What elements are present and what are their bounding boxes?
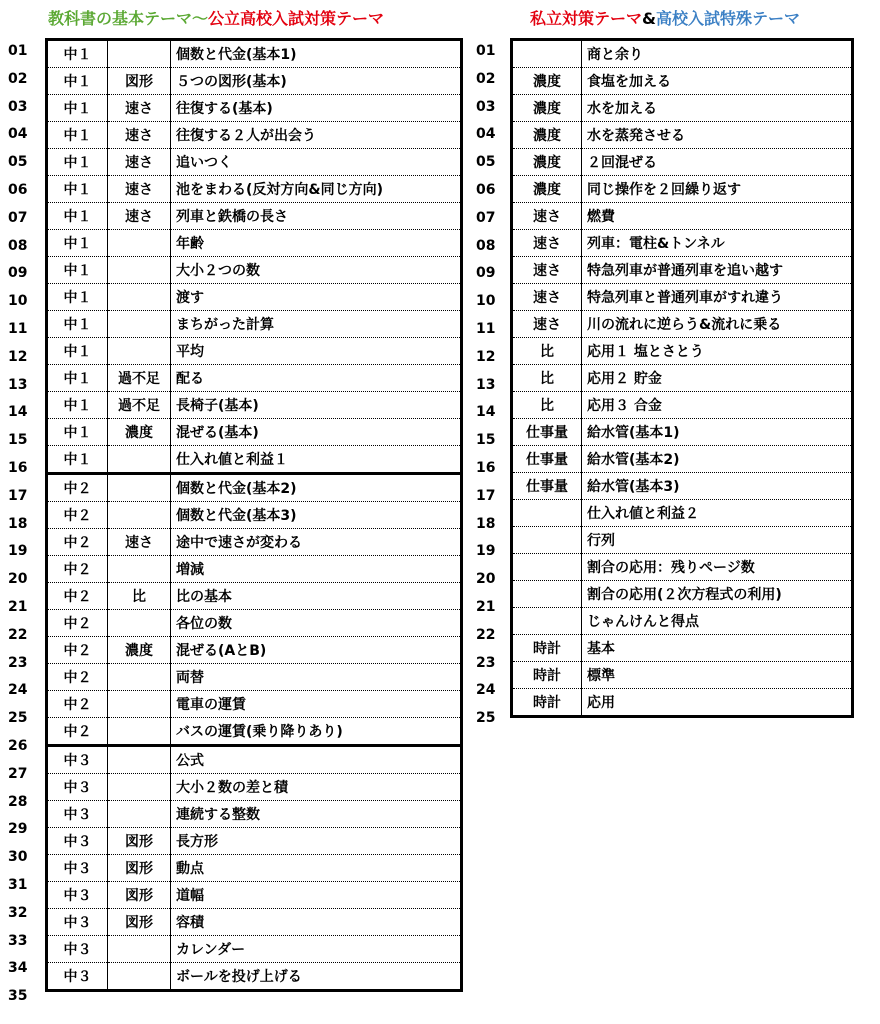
table-row <box>47 828 462 855</box>
category-cell: 図形 <box>108 882 171 909</box>
grade-cell: 中２ <box>47 691 108 718</box>
row-number: 34 <box>8 960 28 977</box>
category-cell <box>108 230 171 257</box>
row-number: 27 <box>8 765 28 782</box>
grade-cell: 中２ <box>47 664 108 691</box>
topic-cell: 個数と代金(基本1) <box>171 40 462 68</box>
grade-cell: 中２ <box>47 474 108 502</box>
row-number: 25 <box>476 710 496 727</box>
grade-cell: 中３ <box>47 882 108 909</box>
left-section-title <box>48 6 384 29</box>
category-cell: 速さ <box>512 257 582 284</box>
category-cell: 比 <box>512 365 582 392</box>
grade-cell: 中１ <box>47 419 108 446</box>
topic-cell: 給水管(基本2) <box>582 446 853 473</box>
category-cell <box>512 554 582 581</box>
category-cell: 仕事量 <box>512 419 582 446</box>
table-row <box>47 746 462 774</box>
row-number: 30 <box>8 849 28 866</box>
topic-cell: 給水管(基本3) <box>582 473 853 500</box>
table-row <box>47 230 462 257</box>
row-number: 29 <box>8 821 28 838</box>
category-cell: 仕事量 <box>512 473 582 500</box>
row-number: 04 <box>8 126 28 143</box>
category-cell: 図形 <box>108 855 171 882</box>
category-cell: 速さ <box>108 122 171 149</box>
category-cell <box>108 936 171 963</box>
left-row-numbers <box>8 38 27 1011</box>
topic-cell: 個数と代金(基本3) <box>171 502 462 529</box>
category-cell: 比 <box>108 583 171 610</box>
grade-cell: 中３ <box>47 936 108 963</box>
topic-cell: 追いつく <box>171 149 462 176</box>
category-cell <box>108 40 171 68</box>
grade-cell: 中２ <box>47 556 108 583</box>
grade-cell: 中２ <box>47 502 108 529</box>
row-number: 15 <box>8 432 28 449</box>
table-row <box>47 365 462 392</box>
category-cell: 時計 <box>512 662 582 689</box>
topic-cell: 標準 <box>582 662 853 689</box>
topic-cell: 容積 <box>171 909 462 936</box>
table-row <box>47 882 462 909</box>
grade-cell: 中２ <box>47 583 108 610</box>
topic-cell: 特急列車と普通列車がすれ違う <box>582 284 853 311</box>
grade-cell: 中１ <box>47 284 108 311</box>
grade-cell: 中１ <box>47 203 108 230</box>
category-cell: 濃度 <box>512 122 582 149</box>
category-cell <box>108 502 171 529</box>
table-row <box>512 581 853 608</box>
topic-cell: 割合の応用：残りページ数 <box>582 554 853 581</box>
row-number: 22 <box>476 626 496 643</box>
row-number: 15 <box>476 432 496 449</box>
table-row <box>512 392 853 419</box>
row-number: 19 <box>476 543 496 560</box>
topic-cell: 応用１ 塩とさとう <box>582 338 853 365</box>
topic-cell: 往復する２人が出会う <box>171 122 462 149</box>
category-cell: 速さ <box>512 230 582 257</box>
table-row <box>512 203 853 230</box>
category-cell <box>512 527 582 554</box>
table-row <box>512 40 853 68</box>
table-row <box>512 68 853 95</box>
row-number: 01 <box>476 43 496 59</box>
topic-cell: 大小２つの数 <box>171 257 462 284</box>
table-row <box>47 502 462 529</box>
table-row <box>512 527 853 554</box>
row-number: 28 <box>8 793 28 810</box>
category-cell <box>108 446 171 474</box>
category-cell: 過不足 <box>108 365 171 392</box>
grade-cell: 中１ <box>47 176 108 203</box>
category-cell: 濃度 <box>108 419 171 446</box>
table-row <box>47 909 462 936</box>
table-row <box>47 95 462 122</box>
row-number: 02 <box>8 70 28 87</box>
table-row <box>47 284 462 311</box>
table-row <box>512 446 853 473</box>
table-row <box>47 963 462 991</box>
grade-cell: 中３ <box>47 828 108 855</box>
topic-cell: 配る <box>171 365 462 392</box>
right-theme-table <box>510 38 854 718</box>
row-number: 23 <box>476 654 496 671</box>
topic-cell: バスの運賃(乗り降りあり) <box>171 718 462 746</box>
topic-cell: まちがった計算 <box>171 311 462 338</box>
table-row <box>512 311 853 338</box>
category-cell: 速さ <box>108 149 171 176</box>
table-row <box>512 284 853 311</box>
title-ampersand: & <box>642 9 656 28</box>
topic-cell: 渡す <box>171 284 462 311</box>
table-row <box>47 664 462 691</box>
category-cell <box>512 500 582 527</box>
category-cell <box>512 581 582 608</box>
category-cell: 速さ <box>512 311 582 338</box>
category-cell <box>108 284 171 311</box>
row-number: 20 <box>476 571 496 588</box>
grade-cell: 中１ <box>47 40 108 68</box>
topic-cell: 特急列車が普通列車を追い越す <box>582 257 853 284</box>
table-row <box>512 419 853 446</box>
table-row <box>47 474 462 502</box>
grade-cell: 中２ <box>47 718 108 746</box>
table-row <box>47 311 462 338</box>
row-number: 03 <box>476 98 496 115</box>
row-number: 04 <box>476 126 496 143</box>
row-number: 16 <box>476 459 496 476</box>
topic-cell: 連続する整数 <box>171 801 462 828</box>
topic-cell: じゃんけんと得点 <box>582 608 853 635</box>
category-cell <box>108 746 171 774</box>
category-cell: 速さ <box>108 176 171 203</box>
category-cell: 仕事量 <box>512 446 582 473</box>
grade-cell: 中１ <box>47 230 108 257</box>
table-row <box>47 392 462 419</box>
grade-cell: 中１ <box>47 365 108 392</box>
table-row <box>47 68 462 95</box>
topic-cell: ボールを投げ上げる <box>171 963 462 991</box>
category-cell <box>108 664 171 691</box>
row-number: 10 <box>8 293 28 310</box>
grade-cell: 中３ <box>47 855 108 882</box>
topic-cell: 基本 <box>582 635 853 662</box>
topic-cell: 行列 <box>582 527 853 554</box>
category-cell <box>108 610 171 637</box>
topic-cell: 大小２数の差と積 <box>171 774 462 801</box>
topic-cell: ５つの図形(基本) <box>171 68 462 95</box>
category-cell <box>108 691 171 718</box>
grade-cell: 中３ <box>47 746 108 774</box>
category-cell <box>108 774 171 801</box>
row-number: 07 <box>476 209 496 226</box>
category-cell: 速さ <box>512 203 582 230</box>
row-number: 13 <box>8 376 28 393</box>
topic-cell: 増減 <box>171 556 462 583</box>
row-number: 08 <box>8 237 28 254</box>
row-number: 24 <box>476 682 496 699</box>
category-cell: 時計 <box>512 689 582 717</box>
table-row <box>512 473 853 500</box>
row-number: 08 <box>476 237 496 254</box>
row-number: 14 <box>476 404 496 421</box>
category-cell <box>512 608 582 635</box>
category-cell: 濃度 <box>512 176 582 203</box>
table-row <box>47 774 462 801</box>
row-number: 09 <box>8 265 28 282</box>
row-number: 05 <box>476 154 496 171</box>
table-row <box>47 936 462 963</box>
grade-cell: 中３ <box>47 801 108 828</box>
row-number: 12 <box>8 348 28 365</box>
grade-cell: 中１ <box>47 68 108 95</box>
topic-cell: 応用３ 合金 <box>582 392 853 419</box>
table-row <box>47 718 462 746</box>
row-number: 17 <box>476 487 496 504</box>
grade-cell: 中１ <box>47 257 108 284</box>
topic-cell: 応用 <box>582 689 853 717</box>
table-row <box>47 257 462 284</box>
table-row <box>512 338 853 365</box>
category-cell <box>108 963 171 991</box>
table-row <box>47 583 462 610</box>
row-number: 23 <box>8 654 28 671</box>
topic-cell: 川の流れに逆らう&流れに乗る <box>582 311 853 338</box>
topic-cell: 列車と鉄橋の長さ <box>171 203 462 230</box>
category-cell <box>108 311 171 338</box>
grade-cell: 中２ <box>47 610 108 637</box>
table-row <box>47 419 462 446</box>
category-cell: 速さ <box>108 95 171 122</box>
row-number: 03 <box>8 98 28 115</box>
table-row <box>512 257 853 284</box>
topic-cell: 食塩を加える <box>582 68 853 95</box>
topic-cell: 同じ操作を２回繰り返す <box>582 176 853 203</box>
table-row <box>512 365 853 392</box>
row-number: 21 <box>8 598 28 615</box>
table-row <box>47 122 462 149</box>
row-number: 01 <box>8 43 28 59</box>
grade-cell: 中３ <box>47 774 108 801</box>
title-public-exam-themes: 公立高校入試対策テーマ <box>208 9 385 28</box>
row-number: 22 <box>8 626 28 643</box>
row-number: 11 <box>476 320 496 337</box>
table-row <box>47 203 462 230</box>
table-row <box>47 855 462 882</box>
category-cell <box>108 338 171 365</box>
topic-cell: 池をまわる(反対方向&同じ方向) <box>171 176 462 203</box>
table-row <box>512 95 853 122</box>
category-cell: 図形 <box>108 68 171 95</box>
row-number: 32 <box>8 904 28 921</box>
grade-cell: 中３ <box>47 963 108 991</box>
category-cell: 濃度 <box>512 95 582 122</box>
table-row <box>47 176 462 203</box>
table-row <box>512 662 853 689</box>
row-number: 12 <box>476 348 496 365</box>
category-cell <box>512 40 582 68</box>
topic-cell: 年齢 <box>171 230 462 257</box>
table-row <box>512 500 853 527</box>
title-basic-themes: 教科書の基本テーマ <box>48 9 193 28</box>
table-row <box>512 635 853 662</box>
table-row <box>47 40 462 68</box>
category-cell <box>108 474 171 502</box>
table-row <box>512 230 853 257</box>
row-number: 14 <box>8 404 28 421</box>
category-cell: 濃度 <box>108 637 171 664</box>
topic-cell: 平均 <box>171 338 462 365</box>
topic-cell: 個数と代金(基本2) <box>171 474 462 502</box>
grade-cell: 中２ <box>47 529 108 556</box>
category-cell: 速さ <box>512 284 582 311</box>
row-number: 05 <box>8 154 28 171</box>
topic-cell: 水を加える <box>582 95 853 122</box>
topic-cell: 両替 <box>171 664 462 691</box>
table-row <box>47 637 462 664</box>
table-row <box>47 556 462 583</box>
table-row <box>47 610 462 637</box>
category-cell: 濃度 <box>512 68 582 95</box>
category-cell: 図形 <box>108 909 171 936</box>
row-number: 02 <box>476 70 496 87</box>
table-row <box>512 149 853 176</box>
grade-cell: 中１ <box>47 122 108 149</box>
topic-cell: 長方形 <box>171 828 462 855</box>
row-number: 25 <box>8 710 28 727</box>
topic-cell: 商と余り <box>582 40 853 68</box>
category-cell <box>108 556 171 583</box>
category-cell: 速さ <box>108 529 171 556</box>
category-cell <box>108 257 171 284</box>
topic-cell: 燃費 <box>582 203 853 230</box>
right-row-numbers <box>476 38 495 733</box>
row-number: 06 <box>8 181 28 198</box>
category-cell: 比 <box>512 392 582 419</box>
row-number: 07 <box>8 209 28 226</box>
row-number: 18 <box>8 515 28 532</box>
table-row <box>512 689 853 717</box>
row-number: 17 <box>8 487 28 504</box>
table-row <box>47 691 462 718</box>
topic-cell: 割合の応用(２次方程式の利用) <box>582 581 853 608</box>
row-number: 06 <box>476 181 496 198</box>
topic-cell: 仕入れ値と利益１ <box>171 446 462 474</box>
row-number: 11 <box>8 320 28 337</box>
title-private-themes: 私立対策テーマ <box>530 9 643 28</box>
row-number: 16 <box>8 459 28 476</box>
table-row <box>47 529 462 556</box>
grade-cell: 中１ <box>47 392 108 419</box>
row-number: 31 <box>8 876 28 893</box>
table-row <box>47 446 462 474</box>
right-section-title <box>530 6 800 29</box>
table-row <box>47 149 462 176</box>
table-row <box>47 338 462 365</box>
topic-cell: 給水管(基本1) <box>582 419 853 446</box>
topic-cell: 電車の運賃 <box>171 691 462 718</box>
row-number: 21 <box>476 598 496 615</box>
category-cell <box>108 718 171 746</box>
title-tilde: ～ <box>192 9 209 28</box>
category-cell: 比 <box>512 338 582 365</box>
topic-cell: 仕入れ値と利益２ <box>582 500 853 527</box>
topic-cell: 混ぜる(基本) <box>171 419 462 446</box>
topic-cell: 列車：電柱&トンネル <box>582 230 853 257</box>
topic-cell: カレンダー <box>171 936 462 963</box>
row-number: 26 <box>8 737 28 754</box>
topic-cell: 水を蒸発させる <box>582 122 853 149</box>
row-number: 33 <box>8 932 28 949</box>
topic-cell: 応用２ 貯金 <box>582 365 853 392</box>
row-number: 19 <box>8 543 28 560</box>
title-special-themes: 高校入試特殊テーマ <box>655 9 800 28</box>
category-cell: 図形 <box>108 828 171 855</box>
topic-cell: 道幅 <box>171 882 462 909</box>
grade-cell: 中２ <box>47 637 108 664</box>
category-cell <box>108 801 171 828</box>
table-row <box>512 608 853 635</box>
table-row <box>47 801 462 828</box>
topic-cell: 混ぜる(AとB) <box>171 637 462 664</box>
grade-cell: 中１ <box>47 311 108 338</box>
topic-cell: 動点 <box>171 855 462 882</box>
topic-cell: 各位の数 <box>171 610 462 637</box>
row-number: 35 <box>8 988 28 1005</box>
topic-cell: ２回混ぜる <box>582 149 853 176</box>
left-theme-table <box>45 38 463 992</box>
row-number: 18 <box>476 515 496 532</box>
table-row <box>512 554 853 581</box>
row-number: 13 <box>476 376 496 393</box>
topic-cell: 公式 <box>171 746 462 774</box>
grade-cell: 中１ <box>47 149 108 176</box>
row-number: 20 <box>8 571 28 588</box>
table-row <box>512 176 853 203</box>
topic-cell: 往復する(基本) <box>171 95 462 122</box>
category-cell: 時計 <box>512 635 582 662</box>
category-cell: 過不足 <box>108 392 171 419</box>
grade-cell: 中１ <box>47 446 108 474</box>
row-number: 24 <box>8 682 28 699</box>
table-row <box>512 122 853 149</box>
topic-cell: 長椅子(基本) <box>171 392 462 419</box>
category-cell: 速さ <box>108 203 171 230</box>
grade-cell: 中３ <box>47 909 108 936</box>
topic-cell: 比の基本 <box>171 583 462 610</box>
grade-cell: 中１ <box>47 338 108 365</box>
topic-cell: 途中で速さが変わる <box>171 529 462 556</box>
grade-cell: 中１ <box>47 95 108 122</box>
row-number: 10 <box>476 293 496 310</box>
category-cell: 濃度 <box>512 149 582 176</box>
row-number: 09 <box>476 265 496 282</box>
